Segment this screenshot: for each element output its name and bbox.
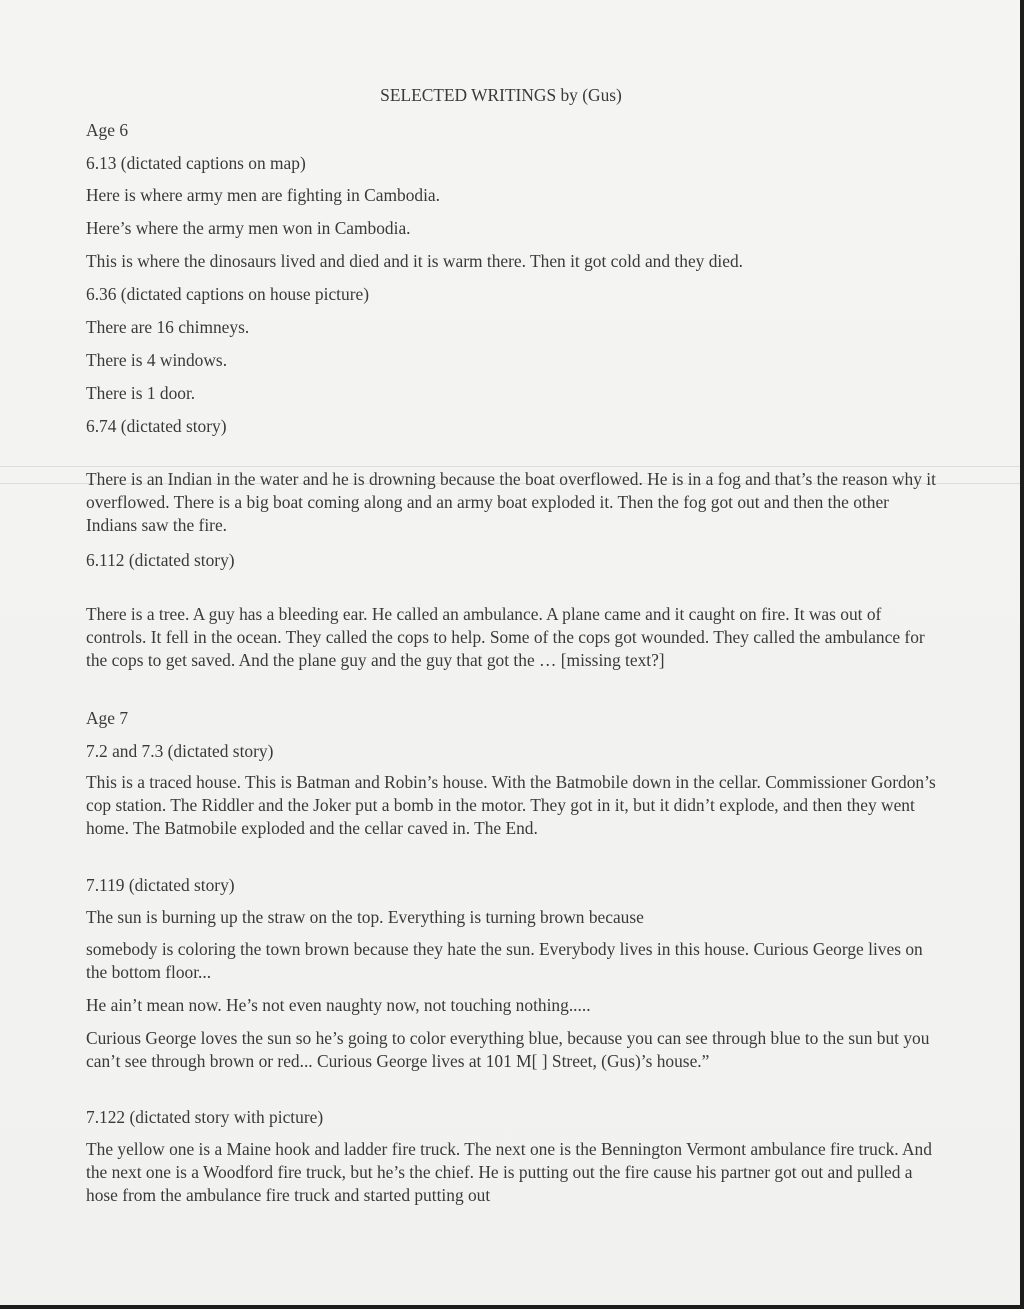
caption-line: There is 1 door.: [86, 383, 196, 403]
entry-label: 7.2 and 7.3 (dictated story): [86, 741, 274, 761]
age7-heading: Age 7: [86, 708, 129, 728]
caption-line: Here is where army men are fighting in Cambodia.: [86, 185, 440, 205]
scan-artifact-line: [0, 466, 1020, 467]
story-paragraph: He ain’t mean now. He’s not even naughty now, not touching nothing.....: [86, 995, 591, 1015]
story-paragraph: Curious George loves the sun so he’s going to color everything blue, because you can see through blue to the sun but you can’t see through brown or red... Curious George lives at 101 M[ ] Street, (Gus)’s house.”: [86, 1028, 930, 1072]
age6-heading: Age 6: [86, 120, 129, 140]
story-paragraph: somebody is coloring the town brown because they hate the sun. Everybody lives in this house. Curious George lives on the bottom floor...: [86, 939, 923, 983]
caption-line: This is where the dinosaurs lived and died and it is warm there. Then it got cold and they died.: [86, 251, 743, 271]
caption-line: There are 16 chimneys.: [86, 317, 250, 337]
scan-border-bottom: [0, 1305, 1024, 1309]
caption-line: Here’s where the army men won in Cambodia.: [86, 218, 411, 238]
entry-label: 6.13 (dictated captions on map): [86, 153, 306, 173]
story-paragraph: There is a tree. A guy has a bleeding ear. He called an ambulance. A plane came and it caught on fire. It was out of controls. It fell in the ocean. They called the cops to help. Some of the cops got wounded. They called the ambulance for the cops to get saved. And the plane guy and the guy that got the … [missing text?]: [86, 604, 925, 671]
story-paragraph: The sun is burning up the straw on the top. Everything is turning brown because: [86, 907, 644, 927]
entry-label: 6.36 (dictated captions on house picture): [86, 284, 369, 304]
entry-label: 7.122 (dictated story with picture): [86, 1107, 324, 1127]
story-paragraph: There is an Indian in the water and he is drowning because the boat overflowed. He is in a fog and that’s the reason why it overflowed. There is a big boat coming along and an army boat exploded it. Then the fog got out and then the other Indians saw the fire.: [86, 469, 936, 536]
caption-line: There is 4 windows.: [86, 350, 228, 370]
entry-label: 6.112 (dictated story): [86, 550, 235, 570]
story-paragraph: This is a traced house. This is Batman and Robin’s house. With the Batmobile down in the cellar. Commissioner Gordon’s cop station. The Riddler and the Joker put a bomb in the motor. They got in it, but it didn’t explode, and then they went home. The Batmobile exploded and the cellar caved in. The End.: [86, 772, 936, 839]
document-title: SELECTED WRITINGS by (Gus): [380, 85, 622, 105]
story-paragraph: The yellow one is a Maine hook and ladder fire truck. The next one is the Bennington Vermont ambulance fire truck. And the next one is a Woodford fire truck, but he’s the chief. He is putting out the fire cause his partner got out and pulled a hose from the ambulance fire truck and started putting out: [86, 1139, 932, 1206]
entry-label: 7.119 (dictated story): [86, 875, 235, 895]
scan-border-right: [1020, 0, 1024, 1309]
entry-label: 6.74 (dictated story): [86, 416, 227, 436]
